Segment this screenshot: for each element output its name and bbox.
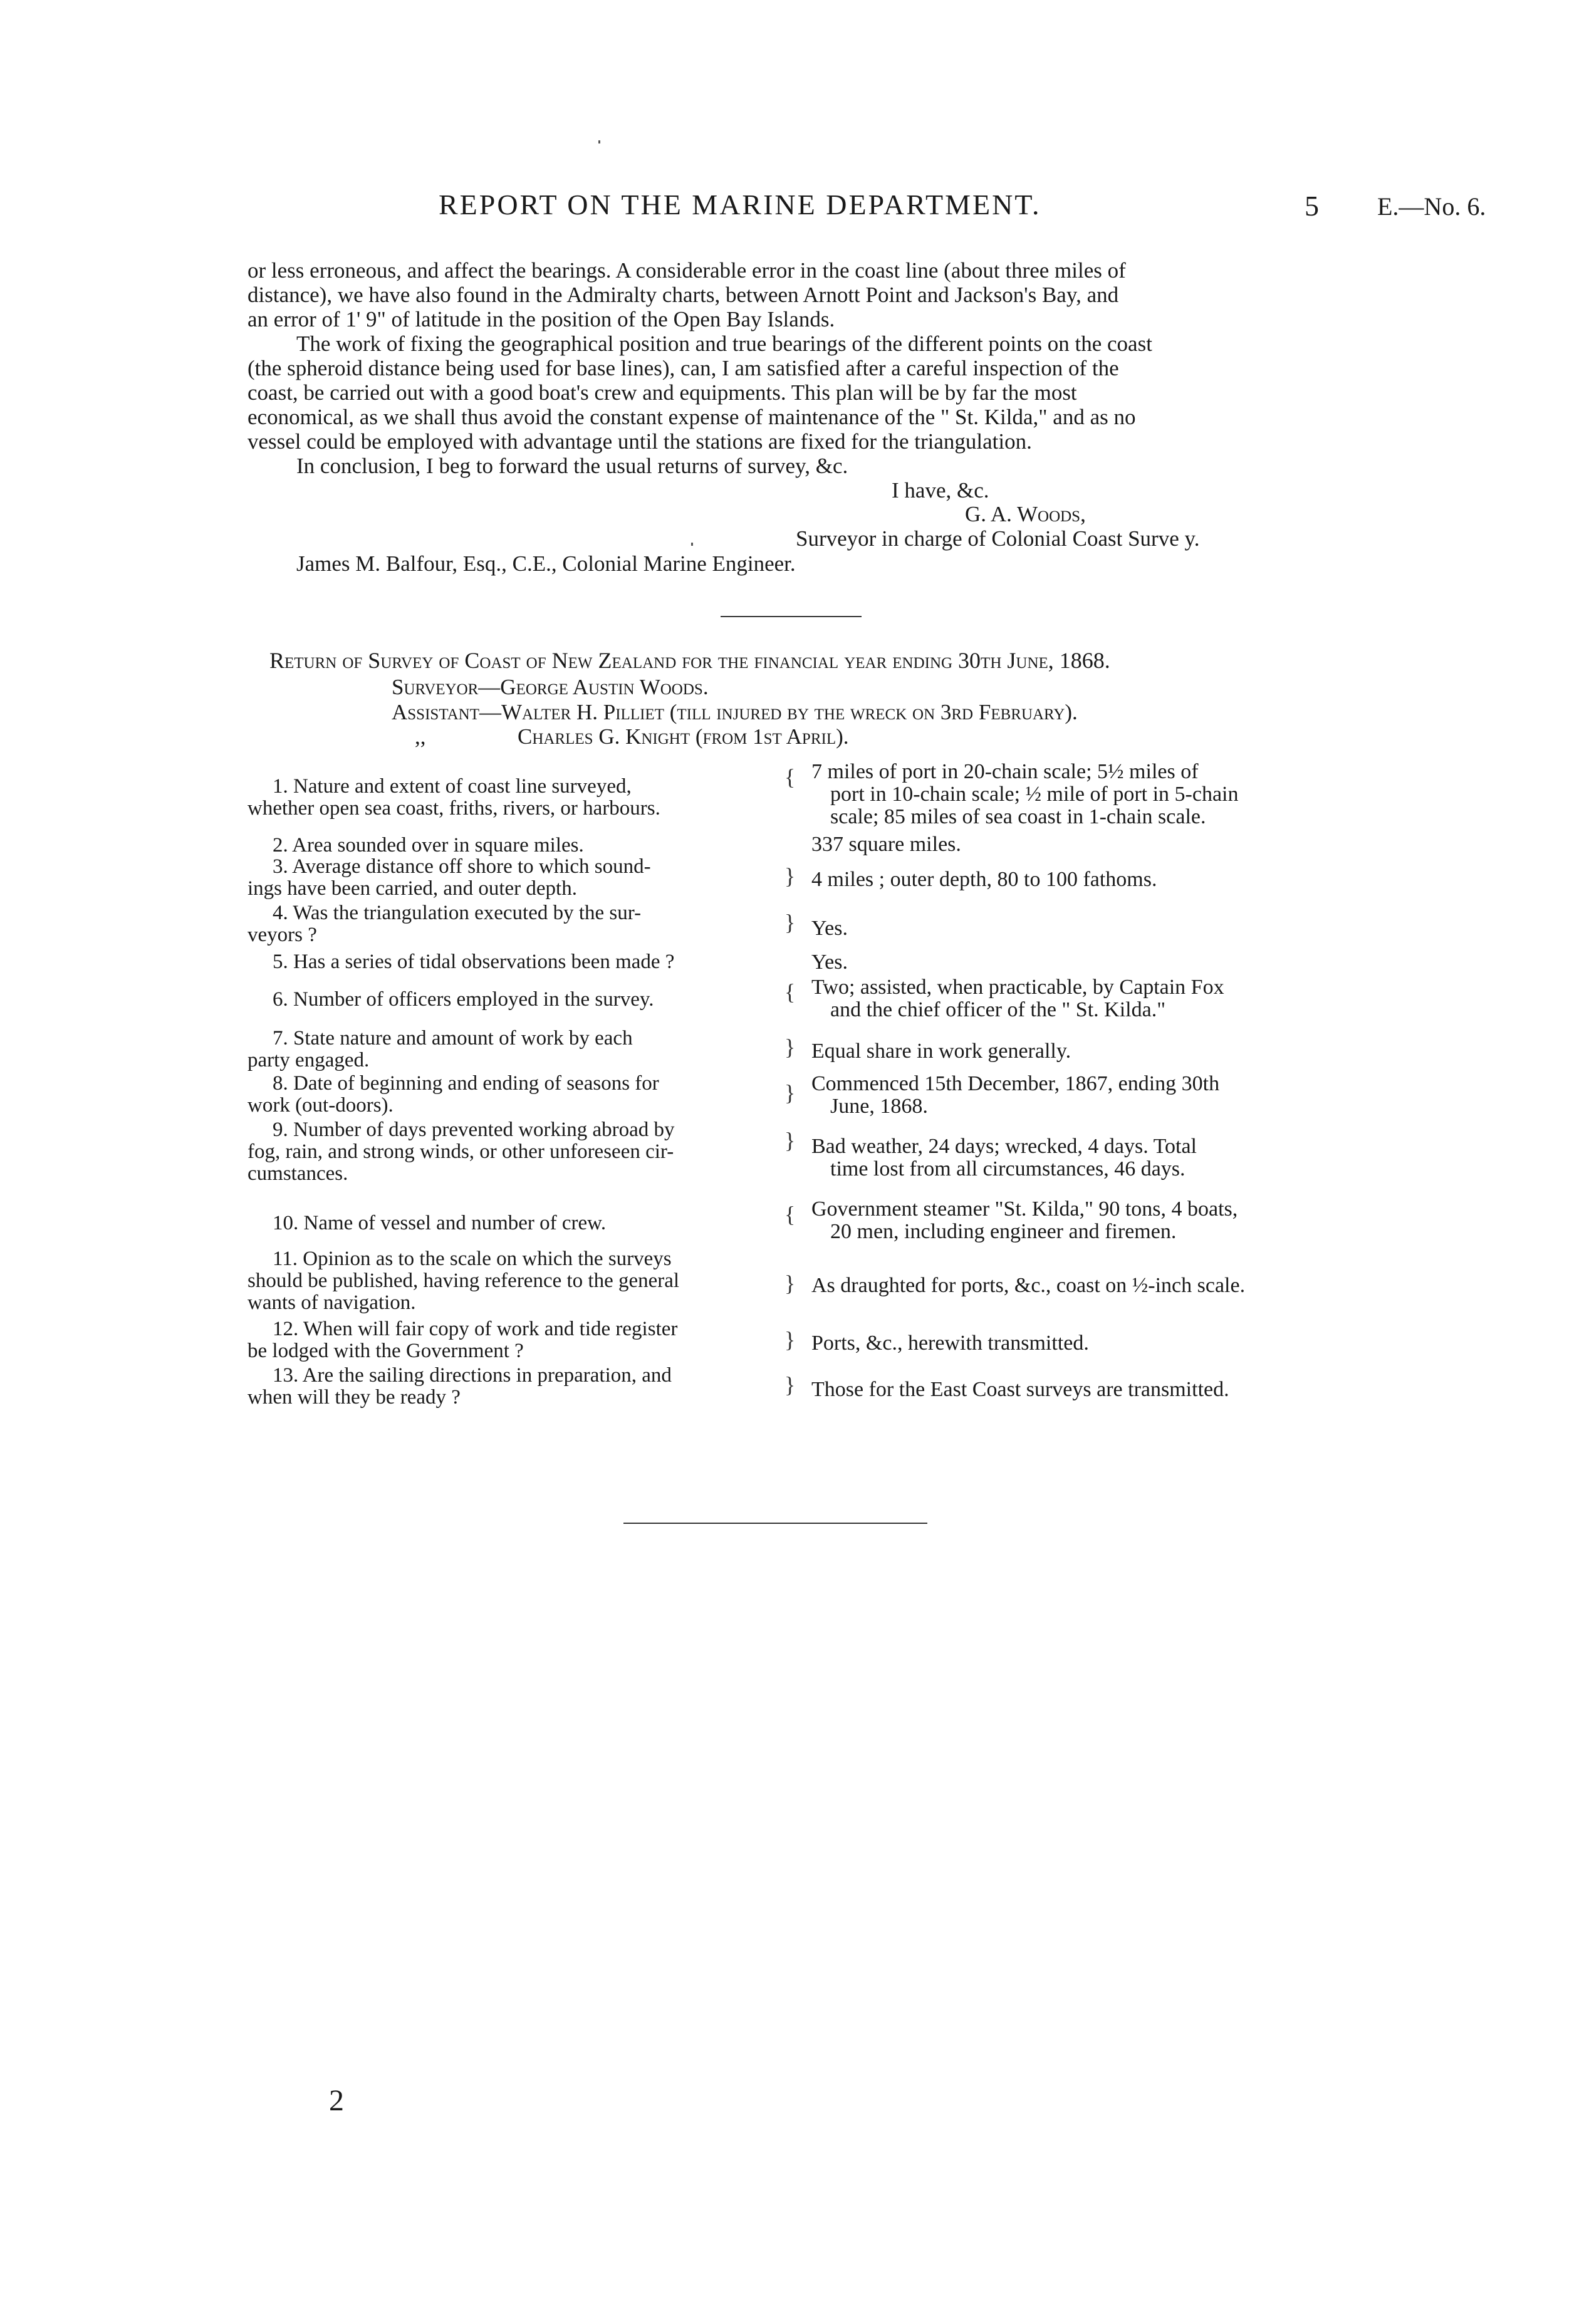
return-answer-4 [811,917,1344,940]
question-line: whether open sea coast, friths, rivers, or harbours. [248,797,660,820]
brace: } [784,863,796,888]
question-line: 7. State nature and amount of work by each [273,1027,633,1050]
brace: } [784,1128,796,1153]
answer-line: Those for the East Coast surveys are transmitted. [811,1378,1229,1401]
answer-line: Commenced 15th December, 1867, ending 30th [811,1072,1220,1095]
return-question-3 [248,856,786,900]
return-question-11 [248,1248,786,1314]
text-line: distance), we have also found in the Admiralty charts, between Arnott Point and Jackson's Bay, and [248,283,1119,307]
second-assistant-line [518,724,849,749]
answer-line: Yes. [811,917,848,940]
question-line: be lodged with the Government ? [248,1340,524,1362]
answer-line: Ports, &c., herewith transmitted. [811,1331,1089,1355]
answer-line: scale; 85 miles of sea coast in 1-chain scale. [830,805,1206,828]
answer-line: port in 10-chain scale; ½ mile of port in 5-chain [830,783,1239,806]
second-assistant-text: Charles G. Knight (from 1st April). [518,724,849,749]
text-line: coast, be carried out with a good boat's crew and equipments. This plan will be by far the most [248,380,1077,405]
return-answer-13 [811,1378,1344,1401]
printer-signature-mark: 2 [329,2084,344,2117]
signature-title: Surveyor in charge of Colonial Coast Surve y. [796,526,1200,551]
signature-name: G. A. Woods, [965,502,1086,526]
return-answer-6 [811,976,1344,1021]
ditto-mark: ,, [415,724,426,749]
brace: } [784,1327,796,1352]
question-line: 10. Name of vessel and number of crew. [273,1212,607,1234]
answer-line: 4 miles ; outer depth, 80 to 100 fathoms. [811,868,1157,891]
return-question-13 [248,1365,786,1409]
surveyor-text: Surveyor—George Austin Woods. [392,675,709,699]
letter-signature [965,502,1086,527]
answer-line: 20 men, including engineer and firemen. [830,1220,1177,1243]
return-question-9 [248,1119,786,1185]
return-question-7 [248,1028,786,1071]
answer-line: Government steamer "St. Kilda," 90 tons, 4 boats, [811,1197,1238,1221]
question-line: when will they be ready ? [248,1386,461,1409]
surveyor-line [392,675,709,700]
answer-line: As draughted for ports, &c., coast on ½-inch scale. [811,1274,1246,1297]
text-line: The work of fixing the geographical position and true bearings of the different points on the coast [296,331,1152,356]
brace: } [784,1080,796,1105]
brace: { [784,979,796,1004]
question-line: 11. Opinion as to the scale on which the surveys [273,1248,672,1270]
question-line: work (out-doors). [248,1094,393,1117]
assistant-text: Assistant—Walter H. Pilliet (till injured by the wreck on 3rd February). [392,700,1078,724]
question-line: cumstances. [248,1162,348,1185]
scan-speck [691,543,693,546]
return-question-5 [248,951,786,973]
page-number: 5 [1305,190,1319,222]
return-question-12 [248,1318,786,1362]
answer-line: Bad weather, 24 days; wrecked, 4 days. Total [811,1135,1197,1158]
running-header-title: REPORT ON THE MARINE DEPARTMENT. [439,189,1041,221]
brace: } [784,1034,796,1060]
answer-line: time lost from all circumstances, 46 days. [830,1157,1185,1180]
answer-line: Two; assisted, when practicable, by Captain Fox [811,976,1224,999]
return-answer-2 [811,833,1344,856]
question-line: should be published, having reference to the general [248,1269,680,1292]
question-line: 8. Date of beginning and ending of seasons for [273,1072,659,1095]
return-answer-1 [811,761,1344,828]
end-divider [623,1523,927,1524]
question-line: 5. Has a series of tidal observations been made ? [273,951,675,973]
question-line: 3. Average distance off shore to which sound- [273,855,651,878]
brace: } [784,1372,796,1397]
answer-line: June, 1868. [830,1095,928,1118]
return-question-8 [248,1073,786,1117]
return-answer-12 [811,1332,1344,1355]
question-line: 1. Nature and extent of coast line surveyed, [273,775,632,798]
return-answer-11 [811,1274,1344,1297]
letter-paragraph-2 [248,331,1335,454]
return-heading [269,647,1110,674]
return-question-2 [248,835,786,857]
scan-speck [598,140,600,143]
text-line: economical, as we shall thus avoid the constant expense of maintenance of the " St. Kilda," and as no [248,405,1136,429]
letter-paragraph-1 [248,258,1335,331]
section-divider [721,616,862,617]
question-line: wants of navigation. [248,1291,416,1314]
answer-line: and the chief officer of the " St. Kilda." [830,998,1166,1021]
answer-line: Yes. [811,951,848,974]
letter-closing: I have, &c. [892,478,989,503]
return-heading-text: Return of Survey of Coast of New Zealand for the financial year ending 30th June, 1868. [269,648,1110,673]
document-reference: E.—No. 6. [1377,192,1486,221]
assistant-line [392,700,1078,725]
text-line: or less erroneous, and affect the bearings. A considerable error in the coast line (about three miles of [248,258,1126,283]
question-line: 6. Number of officers employed in the survey. [273,988,654,1011]
return-answer-8 [811,1073,1344,1118]
text-line: an error of 1' 9" of latitude in the position of the Open Bay Islands. [248,307,835,331]
question-line: ings have been carried, and outer depth. [248,877,577,900]
question-line: 12. When will fair copy of work and tide register [273,1318,678,1340]
letter-addressee: James M. Balfour, Esq., C.E., Colonial Marine Engineer. [296,551,796,576]
return-question-10 [248,1212,786,1234]
question-line: 9. Number of days prevented working abroad by [273,1118,675,1141]
brace: { [784,1202,796,1227]
text-line: vessel could be employed with advantage until the stations are fixed for the triangulation. [248,429,1032,454]
return-answer-3 [811,868,1344,891]
brace: } [784,1271,796,1296]
answer-line: 7 miles of port in 20-chain scale; 5½ miles of [811,760,1199,783]
answer-line: 337 square miles. [811,833,961,856]
return-answer-10 [811,1198,1344,1243]
return-question-4 [248,902,786,946]
return-answer-7 [811,1040,1344,1063]
return-answer-9 [811,1135,1344,1180]
brace: { [784,764,796,789]
question-line: veyors ? [248,924,317,946]
question-line: fog, rain, and strong winds, or other unforeseen cir- [248,1140,674,1163]
brace: } [784,910,796,935]
return-answer-5 [811,951,1344,974]
answer-line: Equal share in work generally. [811,1040,1071,1063]
letter-paragraph-3: In conclusion, I beg to forward the usual returns of survey, &c. [296,454,848,478]
question-line: 4. Was the triangulation executed by the sur- [273,902,642,924]
return-question-6 [248,989,786,1011]
question-line: 2. Area sounded over in square miles. [273,834,584,857]
question-line: party engaged. [248,1049,370,1071]
question-line: 13. Are the sailing directions in preparation, and [273,1364,672,1387]
return-question-1 [248,776,786,820]
text-line: (the spheroid distance being used for base lines), can, I am satisfied after a careful inspection of the [248,356,1119,380]
